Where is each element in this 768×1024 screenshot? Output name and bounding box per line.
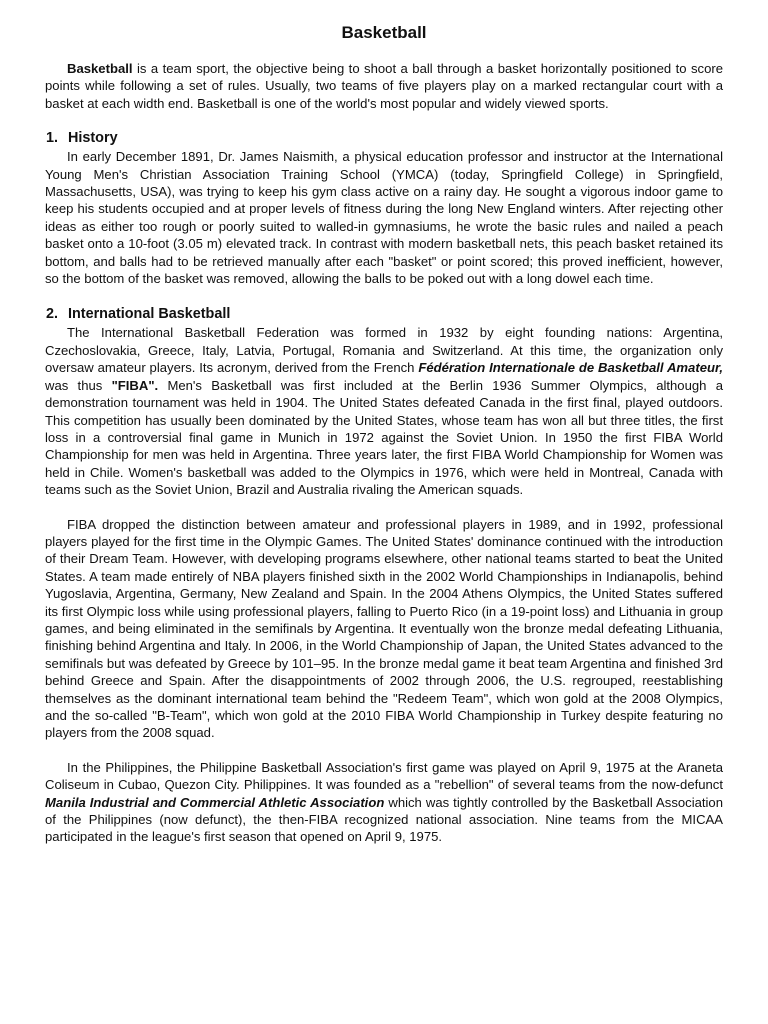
- international-paragraph-1: [45, 324, 723, 498]
- international-paragraph-2: FIBA dropped the distinction between amateur and professional players in 1989, and in 1992, professional players played for the first time in the Olympic Games. The United States' dominance continued with the introduction of their Dream Team. However, with developing programs elsewhere, other national teams started to beat the United States. A team made entirely of NBA players finished sixth in the 2002 World Championships in Indianapolis, behind Yugoslavia, Argentina, Germany, New Zealand and Spain. In the 2004 Athens Olympics, the United States suffered its first Olympic loss while using professional players, falling to Puerto Rico (in a 19-point loss) and Lithuania in group games, and being eliminated in the semifinals by Argentina. It eventually won the bronze medal defeating Lithuania, finishing behind Argentina and Italy. In 2006, in the World Championship of Japan, the United States advanced to the semifinals but was defeated by Greece by 101–95. In the bronze medal game it beat team Argentina and finished 3rd behind Greece and Spain. After the disappointments of 2002 through 2006, the U.S. regrouped, reestablishing themselves as the dominant international team behind the "Redeem Team", which won gold at the 2008 Olympics, and the so-called "B-Team", which won gold at the 2010 FIBA World Championship in Turkey despite featuring no players from the 2008 squad.: [45, 516, 723, 741]
- section-heading-history: [45, 129, 723, 147]
- intro-text: is a team sport, the objective being to shoot a ball through a basket horizontally positioned to score points while following a set of rules. Usually, two teams of five players play on a marked rectangular court with a basket at each width end. Basketball is one of the world's most popular and widely viewed sports.: [45, 61, 723, 111]
- history-paragraph: In early December 1891, Dr. James Naismith, a physical education professor and instructor at the International Young Men's Christian Association Training School (YMCA) (today, Springfield College) in Springfield, Massachusetts, USA), was trying to keep his gym class active on a rainy day. He sought a vigorous indoor game to keep his students occupied and at proper levels of fitness during the long New England winters. After rejecting other ideas as either too rough or poorly suited to walled-in gymnasiums, he wrote the basic rules and nailed a peach basket onto a 10-foot (3.05 m) elevated track. In contrast with modern basketball nets, this peach basket retained its bottom, and balls had to be retrieved manually after each "basket" or point scored; this proved inefficient, however, so the bottom of the basket was removed, allowing the balls to be poked out with a long dowel each time.: [45, 149, 723, 287]
- paragraph-text: Men's Basketball was first included at the Berlin 1936 Summer Olympics, although a demonstration tournament was held in 1904. The United States defeated Canada in the first final, played outdoors. This competition has usually been dominated by the United States, whose team has won all but three titles, the first loss in a controversial final game in Munich in 1972 against the Soviet Union. In 1950 the first FIBA World Championship for men was held in Argentina. Three years later, the first FIBA World Championship for Women was held in Chile. Women's basketball was added to the Olympics in 1976, which were held in Montreal, Canada with teams such as the Soviet Union, Brazil and Australia rivaling the American squads.: [45, 377, 723, 498]
- paragraph-text: which was tightly controlled by the Basketball Association of the Philippines (now defunct), the then-FIBA recognized national association. Nine teams from the MICAA participated in the league's first season that opened on April 9, 1975.: [45, 794, 723, 845]
- micaa-name-emphasis: Manila Industrial and Commercial Athletic Association: [45, 794, 385, 810]
- section-number: 1.: [46, 130, 59, 147]
- section-number: 2.: [46, 306, 59, 323]
- section-title: History: [68, 130, 118, 147]
- paragraph-text: The International Basketball Federation was formed in 1932 by eight founding nations: Argentina, Czechoslovakia, Greece, Italy, Latvia, Portugal, Romania and Switzerland. At this time, the organization only oversaw amateur players. Its acronym, derived from the French: [45, 325, 723, 376]
- fiba-acronym: "FIBA".: [111, 377, 159, 393]
- section-heading-international: [45, 305, 723, 323]
- document-title: Basketball: [341, 23, 427, 42]
- section-title: International Basketball: [68, 306, 231, 323]
- french-name-emphasis: Fédération Internationale de Basketball Amateur,: [418, 360, 723, 376]
- intro-lead: Basketball: [67, 61, 133, 76]
- paragraph-text: In the Philippines, the Philippine Basketball Association's first game was played on April 9, 1975 at the Araneta Coliseum in Cubao, Quezon City. Philippines. It was founded as a "rebellion" of several teams from the now-defunct: [45, 759, 723, 793]
- paragraph-text: was thus: [45, 377, 112, 393]
- intro-paragraph: [45, 60, 723, 112]
- international-paragraph-3: [45, 759, 723, 846]
